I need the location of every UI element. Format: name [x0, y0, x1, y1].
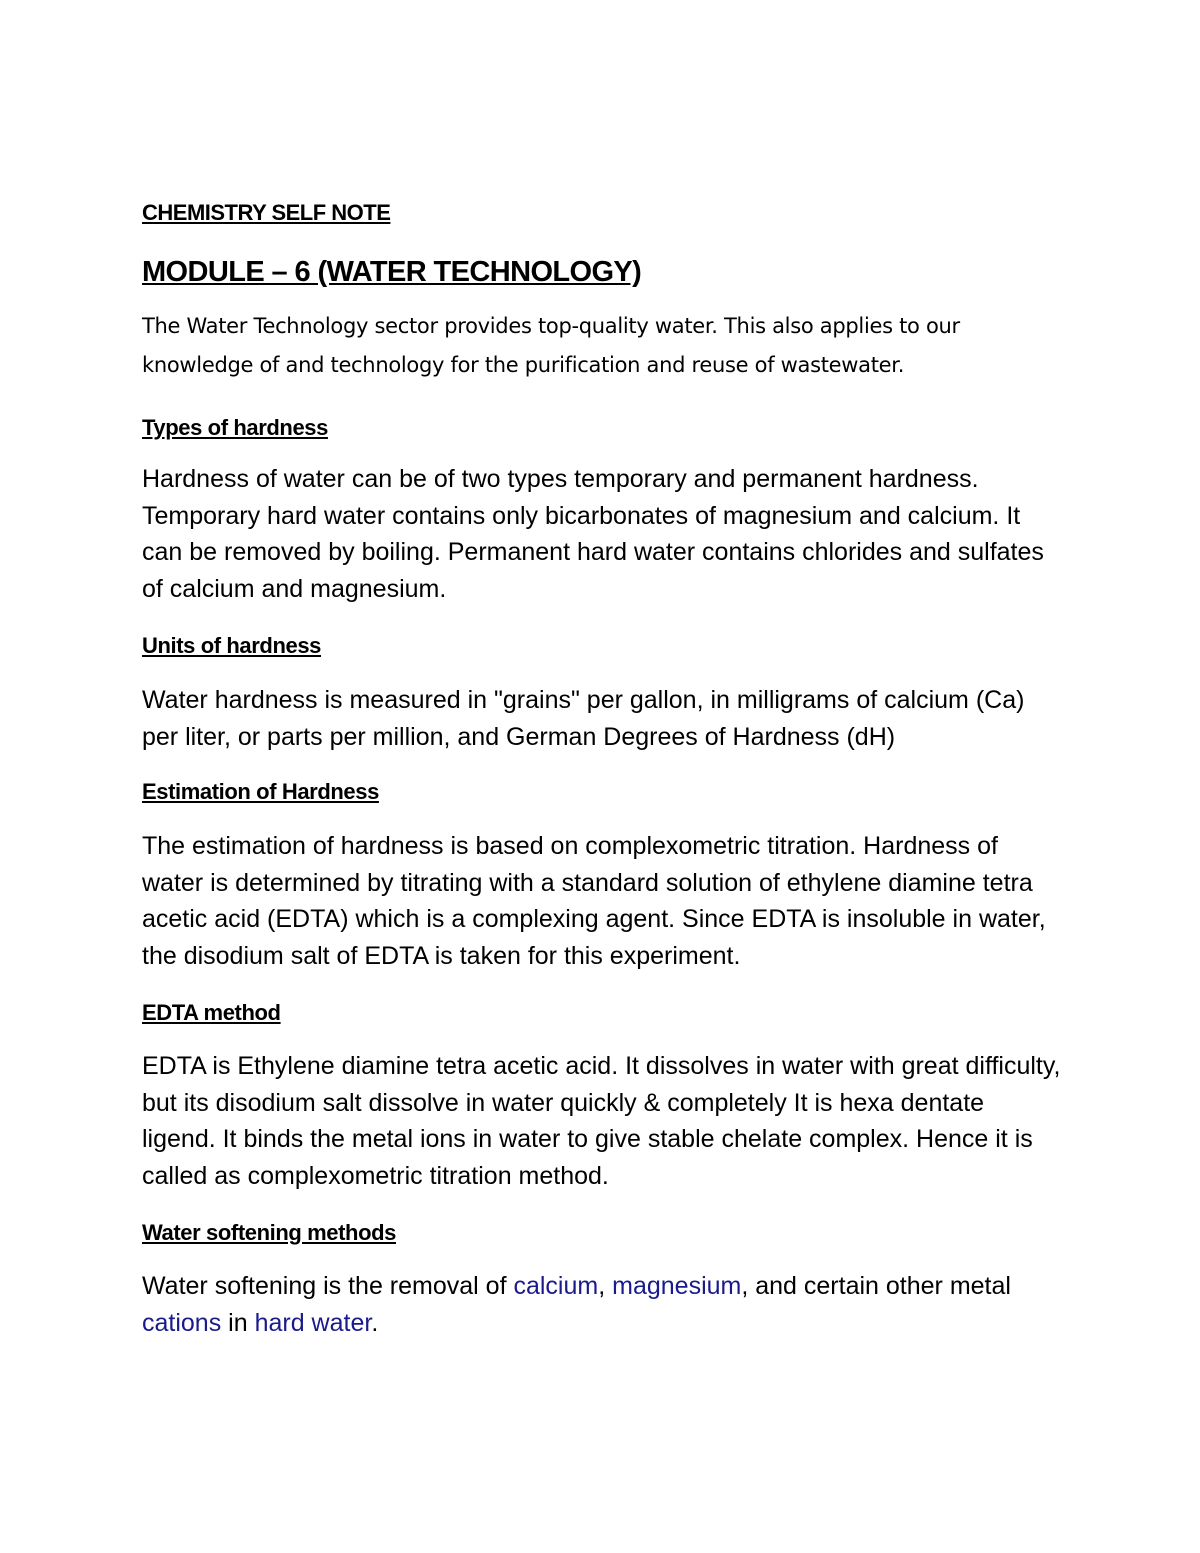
paragraph-estimation-of-hardness: The estimation of hardness is based on complexometric titration. Hardness of water is determined by titrating with a standard solution of ethylene diamine tetra acetic acid (EDTA) which is a complexing agent. Since EDTA is insoluble in water, the disodium salt of EDTA is taken for this experiment. [142, 832, 1046, 970]
link-hard-water[interactable]: hard water [254, 1308, 372, 1337]
module-title: MODULE – 6 (WATER TECHNOLOGY) [142, 256, 642, 288]
heading-estimation-of-hardness: Estimation of Hardness [142, 779, 379, 804]
document-page [142, 200, 1062, 1341]
paragraph-edta-method: EDTA is Ethylene diamine tetra acetic acid. It dissolves in water with great difficulty, but its disodium salt dissolve in water quickly & completely It is hexa dentate ligend. It binds the metal ions in water to give stable chelate complex. Hence it is called as complexometric titration method. [142, 1052, 1061, 1190]
softening-text-5: . [371, 1308, 379, 1337]
document-label: CHEMISTRY SELF NOTE [142, 200, 391, 225]
paragraph-units-of-hardness: Water hardness is measured in "grains" per gallon, in milligrams of calcium (Ca) per liter, or parts per million, and German Degrees of Hardness (dH) [142, 686, 1025, 751]
link-magnesium[interactable]: magnesium [612, 1272, 742, 1300]
heading-types-of-hardness: Types of hardness [142, 415, 328, 440]
link-cations[interactable]: cations [142, 1308, 222, 1337]
softening-text-1: Water softening is the removal of [142, 1272, 514, 1300]
intro-paragraph: The Water Technology sector provides top-quality water. This also applies to our knowledge of and technology for the purification and reuse of wastewater. [142, 314, 960, 377]
heading-units-of-hardness: Units of hardness [142, 633, 322, 658]
paragraph-types-of-hardness: Hardness of water can be of two types temporary and permanent hardness. Temporary hard water contains only bicarbonates of magnesium and calcium. It can be removed by boiling. Permanent hard water contains chlorides and sulfates of calcium and magnesium. [142, 465, 1044, 603]
paragraph-water-softening-methods [142, 1268, 1062, 1341]
link-calcium[interactable]: calcium [513, 1272, 599, 1300]
heading-water-softening-methods: Water softening methods [142, 1220, 396, 1245]
softening-text-2: , [598, 1272, 613, 1300]
softening-text-4: in [221, 1308, 255, 1337]
softening-text-3: , and certain other metal [741, 1272, 1011, 1300]
heading-edta-method: EDTA method [142, 1000, 281, 1025]
